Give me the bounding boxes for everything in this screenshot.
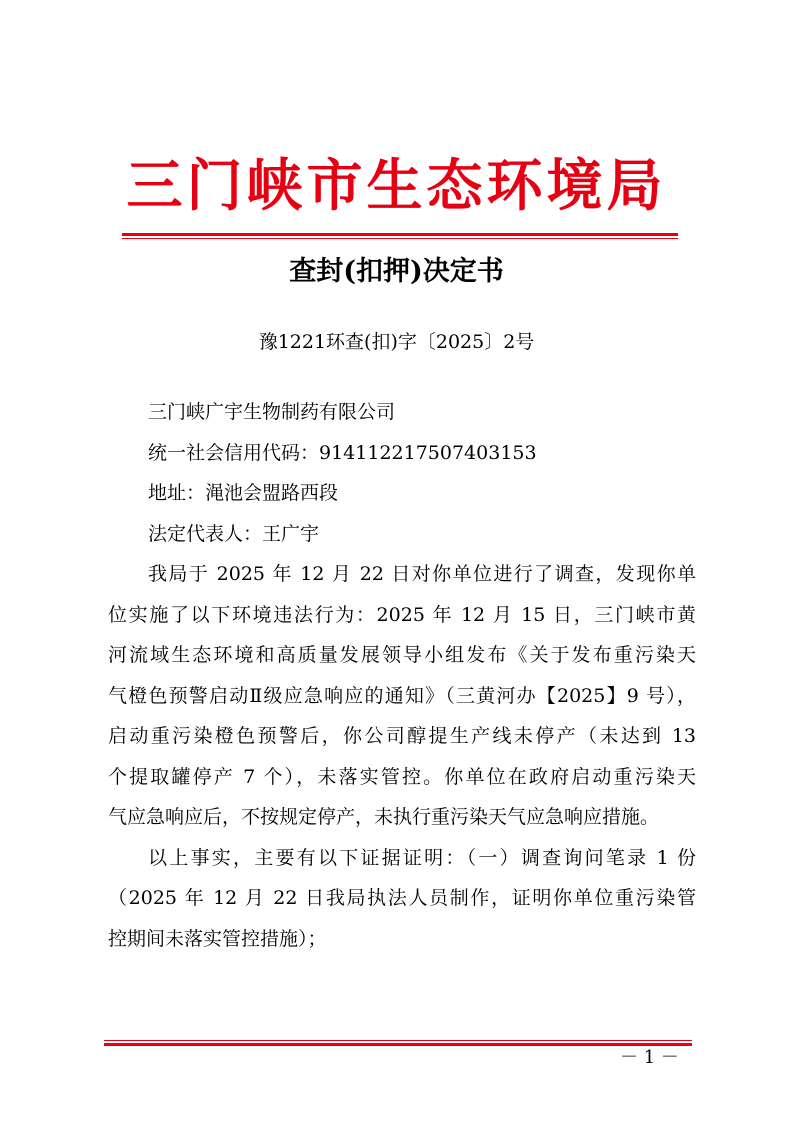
header-rule-thick — [122, 233, 678, 236]
paragraph-line: 启动重污染橙色预警后，你公司醇提生产线未停产（未达到 13 — [108, 725, 696, 747]
footer-rule-thick — [104, 1043, 692, 1046]
paragraph-evidence — [108, 838, 696, 960]
document-number: 豫1221环查(扣)字〔2025〕2号 — [258, 331, 535, 353]
page-number: － 1 － — [620, 1047, 679, 1068]
paragraph-line: 气应急响应后，不按规定停产，未执行重污染天气应急响应措施。 — [108, 806, 660, 828]
paragraph-line: 河流域生态环境和高质量发展领导小组发布《关于发布重污染天 — [108, 644, 696, 666]
paragraph-line: （2025 年 12 月 22 日我局执法人员制作，证明你单位重污染管 — [108, 887, 696, 909]
issuer-masthead: 三门峡市生态环境局 — [126, 153, 667, 219]
recipient-address: 地址：渑池会盟路西段 — [148, 482, 339, 504]
paragraph-line: 个提取罐停产 7 个），未落实管控。你单位在政府启动重污染天 — [108, 765, 696, 788]
paragraph-line: 控期间未落实管控措施）； — [108, 927, 327, 950]
recipient-company: 三门峡广宇生物制药有限公司 — [148, 401, 396, 423]
paragraph-line: 位实施了以下环境违法行为：2025 年 12 月 15 日，三门峡市黄 — [108, 603, 696, 626]
document-title: 查封(扣押)决定书 — [289, 256, 504, 287]
paragraph-line: 我局于 2025 年 12 月 22 日对你单位进行了调查，发现你单 — [148, 563, 696, 585]
document-body — [108, 392, 696, 959]
footer-rule-thin — [104, 1040, 692, 1041]
recipient-legal-rep: 法定代表人：王广宇 — [148, 522, 320, 545]
header-rule-thin — [122, 238, 678, 239]
paragraph-violation — [108, 554, 696, 838]
paragraph-line: 以上事实，主要有以下证据证明：（一）调查询问笔录 1 份 — [148, 846, 696, 869]
paragraph-line: 气橙色预警启动Ⅱ级应急响应的通知》（三黄河办【2025】9 号）， — [108, 684, 696, 707]
recipient-credit-code: 统一社会信用代码：914112217507403153 — [148, 441, 537, 464]
